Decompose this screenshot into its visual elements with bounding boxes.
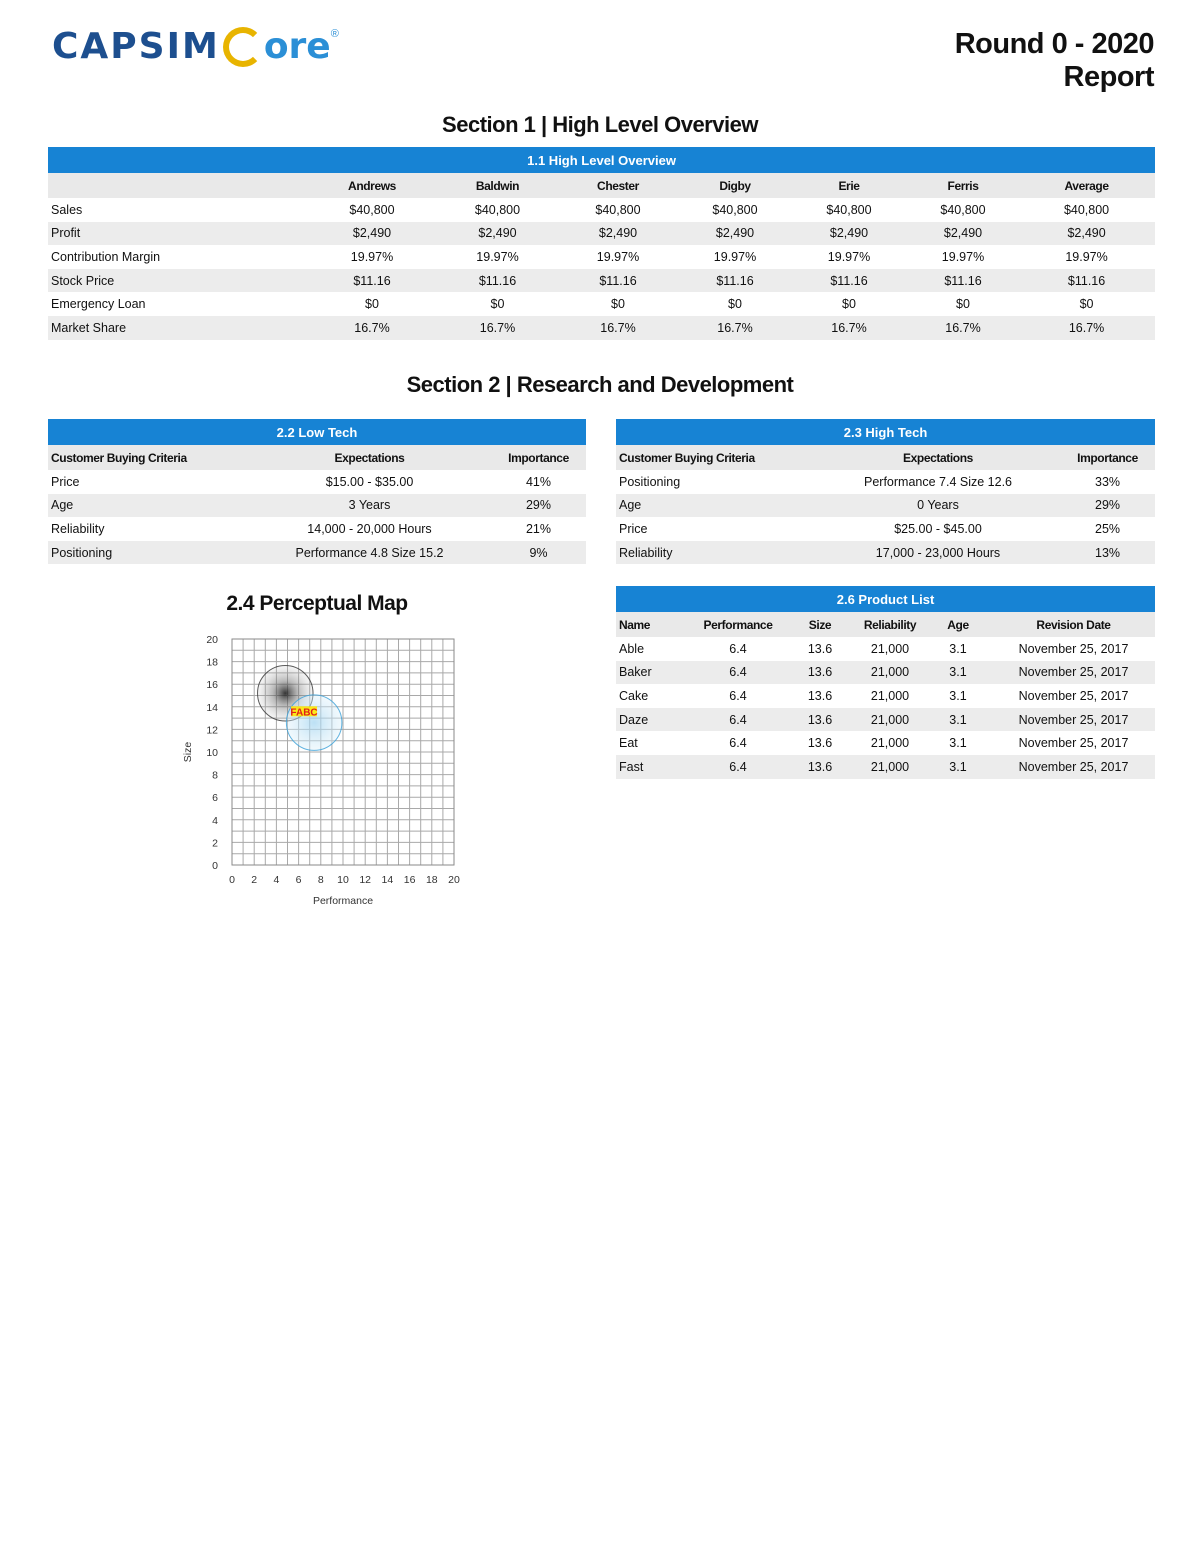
logo-capsim-text: CAPSIM — [52, 25, 220, 67]
table-row — [616, 494, 1155, 518]
table-cell: Able — [619, 641, 645, 656]
table-cell: Cake — [619, 688, 649, 703]
table-cell: 3.1 — [949, 736, 967, 751]
table-cell: Stock Price — [48, 269, 305, 293]
table-body — [48, 198, 1155, 340]
table-cell: 21,000 — [870, 736, 910, 751]
table-row — [48, 292, 1155, 316]
table-cell: Reliability — [51, 521, 105, 536]
table-cell: $40,800 — [474, 202, 521, 217]
table-cell: 0 Years — [816, 494, 1060, 518]
table-cell: Age — [48, 494, 248, 518]
table-cell: 3 Years — [248, 494, 491, 518]
table-cell: $11.16 — [908, 269, 1018, 293]
table-cell: Baker — [616, 661, 692, 685]
table-title: 1.1 High Level Overview — [48, 147, 1155, 173]
table-cell: November 25, 2017 — [992, 708, 1155, 732]
table-cell: $2,490 — [908, 222, 1018, 246]
perceptual-map-title: 2.4 Perceptual Map — [226, 592, 408, 615]
table-cell: 19.97% — [941, 249, 985, 264]
y-tick-label: 6 — [212, 792, 218, 805]
table-cell: 13.6 — [784, 755, 856, 779]
table-cell: $0 — [490, 297, 505, 312]
y-tick-label: 0 — [212, 860, 218, 872]
table-body — [48, 470, 586, 564]
table-title: 2.6 Product List — [616, 586, 1155, 612]
table-cell: Daze — [616, 708, 692, 732]
table-cell: $0 — [365, 297, 379, 312]
table-cell: 19.97% — [827, 249, 871, 264]
product-list-table — [616, 586, 1155, 779]
table-row — [616, 541, 1155, 565]
table-cell: 21,000 — [856, 661, 924, 685]
table-row — [48, 541, 586, 565]
table-cell: $2,490 — [680, 222, 790, 246]
table-cell: November 25, 2017 — [1018, 736, 1129, 751]
table-cell: 6.4 — [729, 641, 747, 656]
table-cell: November 25, 2017 — [1018, 641, 1129, 656]
table-cell: 3.1 — [924, 661, 992, 685]
table-cell: Emergency Loan — [51, 297, 146, 312]
table-cell: $2,490 — [1018, 222, 1155, 246]
table-cell: $11.16 — [439, 269, 556, 293]
table-cell: Contribution Margin — [51, 249, 161, 264]
table-cell: 6.4 — [729, 736, 747, 751]
table-cell: $2,490 — [439, 222, 556, 246]
table-cell: 25% — [1095, 521, 1121, 536]
table-cell: 16.7% — [305, 316, 439, 340]
table-title: 2.3 High Tech — [616, 419, 1155, 445]
table-cell: $40,800 — [712, 202, 758, 217]
column-header: Expectations — [248, 445, 491, 470]
table-cell: Positioning — [619, 474, 681, 489]
table-cell: 29% — [491, 494, 586, 518]
table-row — [616, 517, 1155, 541]
table-title: 2.2 Low Tech — [48, 419, 586, 445]
capsim-core-logo — [52, 24, 392, 68]
y-axis-label: Size — [182, 741, 194, 763]
column-header: Average — [1018, 173, 1155, 198]
x-axis-label: Performance — [312, 895, 374, 907]
y-tick-label: 14 — [206, 701, 218, 714]
table-cell: $11.16 — [305, 269, 439, 293]
y-tick-label: 16 — [206, 679, 218, 692]
x-tick-label: 18 — [425, 874, 438, 886]
table-cell: 9% — [491, 541, 586, 565]
table-cell: 14,000 - 20,000 Hours — [307, 521, 432, 536]
table-cell: $15.00 - $35.00 — [325, 474, 414, 489]
table-cell: 6.4 — [729, 688, 747, 703]
column-header: Reliability — [856, 612, 924, 637]
y-tick-label: 2 — [212, 837, 218, 850]
table-cell: 16.7% — [1018, 316, 1155, 340]
table-cell: 21,000 — [856, 755, 924, 779]
table-row — [48, 269, 1155, 293]
table-cell: 19.97% — [1065, 249, 1108, 264]
table-cell: November 25, 2017 — [992, 755, 1155, 779]
table-cell: $40,800 — [349, 202, 395, 217]
table-cell: 16.7% — [908, 316, 1018, 340]
table-cell: 3.1 — [924, 755, 992, 779]
table-cell: 29% — [1060, 494, 1155, 518]
product-point-label: FABC — [290, 707, 318, 719]
table-cell: 13.6 — [807, 688, 833, 703]
table-cell: Performance 4.8 Size 15.2 — [248, 541, 491, 565]
table-row — [48, 222, 1155, 246]
logo-c-ring-icon — [223, 27, 263, 67]
column-header: Importance — [491, 445, 586, 470]
column-header: Ferris — [908, 173, 1018, 198]
table-row — [48, 316, 1155, 340]
segment-circle-high-tech — [286, 695, 342, 751]
table-cell: $0 — [842, 297, 856, 312]
column-header: Name — [616, 612, 692, 637]
report-title — [955, 28, 1154, 94]
table-cell: $11.16 — [790, 269, 908, 293]
x-tick-label: 12 — [359, 874, 372, 886]
table-cell: Price — [619, 521, 648, 536]
column-header: Digby — [680, 173, 790, 198]
table-row — [48, 245, 1155, 269]
perceptual-map-chart — [170, 628, 470, 913]
column-header-row — [616, 445, 1155, 470]
x-tick-label: 20 — [448, 874, 460, 886]
column-header: Revision Date — [992, 612, 1155, 637]
column-header — [48, 173, 305, 198]
table-cell: Market Share — [48, 316, 305, 340]
table-cell: Price — [51, 474, 80, 489]
table-cell: 13.6 — [784, 661, 856, 685]
table-cell: 3.1 — [924, 708, 992, 732]
y-tick-label: 18 — [206, 656, 218, 669]
column-header: Chester — [556, 173, 680, 198]
report-title-line2: Report — [1063, 61, 1154, 93]
table-cell: $11.16 — [680, 269, 790, 293]
table-cell: $0 — [728, 297, 742, 312]
table-cell: $40,800 — [826, 202, 872, 217]
column-header: Customer Buying Criteria — [48, 445, 248, 470]
y-tick-label: 10 — [206, 747, 218, 759]
table-cell: 19.97% — [476, 249, 519, 264]
table-cell: $11.16 — [1018, 269, 1155, 293]
high-level-overview-table — [48, 147, 1155, 340]
logo-core-text: ore — [263, 25, 331, 67]
table-cell: 21,000 — [870, 641, 910, 656]
column-header: Customer Buying Criteria — [616, 445, 816, 470]
table-cell: 13.6 — [784, 708, 856, 732]
x-tick-label: 8 — [317, 874, 324, 886]
y-tick-label: 12 — [206, 724, 218, 737]
table-cell: 33% — [1095, 474, 1121, 489]
column-header-row — [48, 173, 1155, 198]
table-cell: 16.7% — [680, 316, 790, 340]
column-header-row — [48, 445, 586, 470]
column-header: Andrews — [305, 173, 439, 198]
table-cell: $2,490 — [556, 222, 680, 246]
table-cell: November 25, 2017 — [992, 661, 1155, 685]
x-tick-label: 2 — [251, 874, 258, 886]
table-cell: 6.4 — [692, 755, 784, 779]
table-cell: $0 — [956, 297, 970, 312]
table-cell: 13% — [1060, 541, 1155, 565]
table-cell: $25.00 - $45.00 — [894, 521, 982, 536]
column-header: Baldwin — [439, 173, 556, 198]
y-tick-label: 20 — [206, 634, 218, 646]
table-cell: $2,490 — [305, 222, 439, 246]
table-cell: 3.1 — [949, 688, 967, 703]
column-header: Erie — [790, 173, 908, 198]
x-tick-label: 14 — [381, 874, 394, 886]
table-row — [616, 755, 1155, 779]
table-cell: 6.4 — [692, 661, 784, 685]
table-row — [616, 731, 1155, 755]
table-cell: Fast — [616, 755, 692, 779]
x-tick-label: 4 — [273, 874, 280, 886]
table-cell: November 25, 2017 — [1018, 688, 1129, 703]
table-cell: 16.7% — [439, 316, 556, 340]
table-cell: Sales — [51, 202, 83, 217]
table-cell: 19.97% — [350, 249, 394, 264]
x-tick-label: 10 — [337, 874, 349, 886]
y-tick-label: 8 — [212, 769, 218, 782]
table-cell: 21% — [525, 521, 552, 536]
low-tech-table — [48, 419, 586, 564]
table-row — [48, 198, 1155, 222]
table-row — [616, 470, 1155, 494]
high-tech-table — [616, 419, 1155, 564]
table-body — [616, 637, 1155, 779]
column-header: Size — [784, 612, 856, 637]
table-cell: Positioning — [48, 541, 248, 565]
table-cell: Performance 7.4 Size 12.6 — [864, 474, 1012, 489]
y-tick-label: 4 — [212, 814, 218, 827]
section2-title: Section 2 | Research and Development — [406, 372, 794, 397]
column-header-row — [616, 612, 1155, 637]
table-cell: 6.4 — [692, 708, 784, 732]
column-header: Expectations — [816, 445, 1060, 470]
x-tick-label: 0 — [229, 874, 235, 886]
table-cell: 13.6 — [807, 641, 833, 656]
table-cell: 21,000 — [856, 708, 924, 732]
table-row — [616, 684, 1155, 708]
logo-registered-mark: ® — [330, 28, 339, 40]
table-cell: 21,000 — [870, 688, 910, 703]
table-cell: Reliability — [616, 541, 816, 565]
table-cell: Eat — [619, 736, 638, 751]
x-tick-label: 6 — [295, 874, 302, 886]
table-cell: 13.6 — [807, 736, 833, 751]
table-row — [48, 517, 586, 541]
table-row — [616, 708, 1155, 732]
table-cell: $0 — [611, 297, 625, 312]
table-row — [48, 494, 586, 518]
table-cell: $40,800 — [940, 202, 986, 217]
table-cell: 19.97% — [596, 249, 640, 264]
table-row — [48, 470, 586, 494]
table-cell: $40,800 — [1063, 202, 1110, 217]
table-cell: $2,490 — [790, 222, 908, 246]
table-row — [616, 661, 1155, 685]
column-header: Importance — [1060, 445, 1155, 470]
column-header: Performance — [692, 612, 784, 637]
table-cell: $40,800 — [595, 202, 641, 217]
report-title-line1: Round 0 - 2020 — [954, 28, 1154, 60]
column-header: Age — [924, 612, 992, 637]
x-tick-label: 16 — [403, 874, 416, 886]
table-row — [616, 637, 1155, 661]
table-cell: 41% — [525, 474, 552, 489]
table-body — [616, 470, 1155, 564]
table-cell: $0 — [1079, 297, 1094, 312]
section1-title: Section 1 | High Level Overview — [442, 112, 758, 137]
table-cell: 3.1 — [949, 641, 967, 656]
table-cell: 16.7% — [790, 316, 908, 340]
table-cell: 17,000 - 23,000 Hours — [816, 541, 1060, 565]
table-cell: 16.7% — [556, 316, 680, 340]
table-cell: Age — [616, 494, 816, 518]
table-cell: 19.97% — [713, 249, 757, 264]
table-cell: Profit — [48, 222, 305, 246]
table-cell: $11.16 — [556, 269, 680, 293]
